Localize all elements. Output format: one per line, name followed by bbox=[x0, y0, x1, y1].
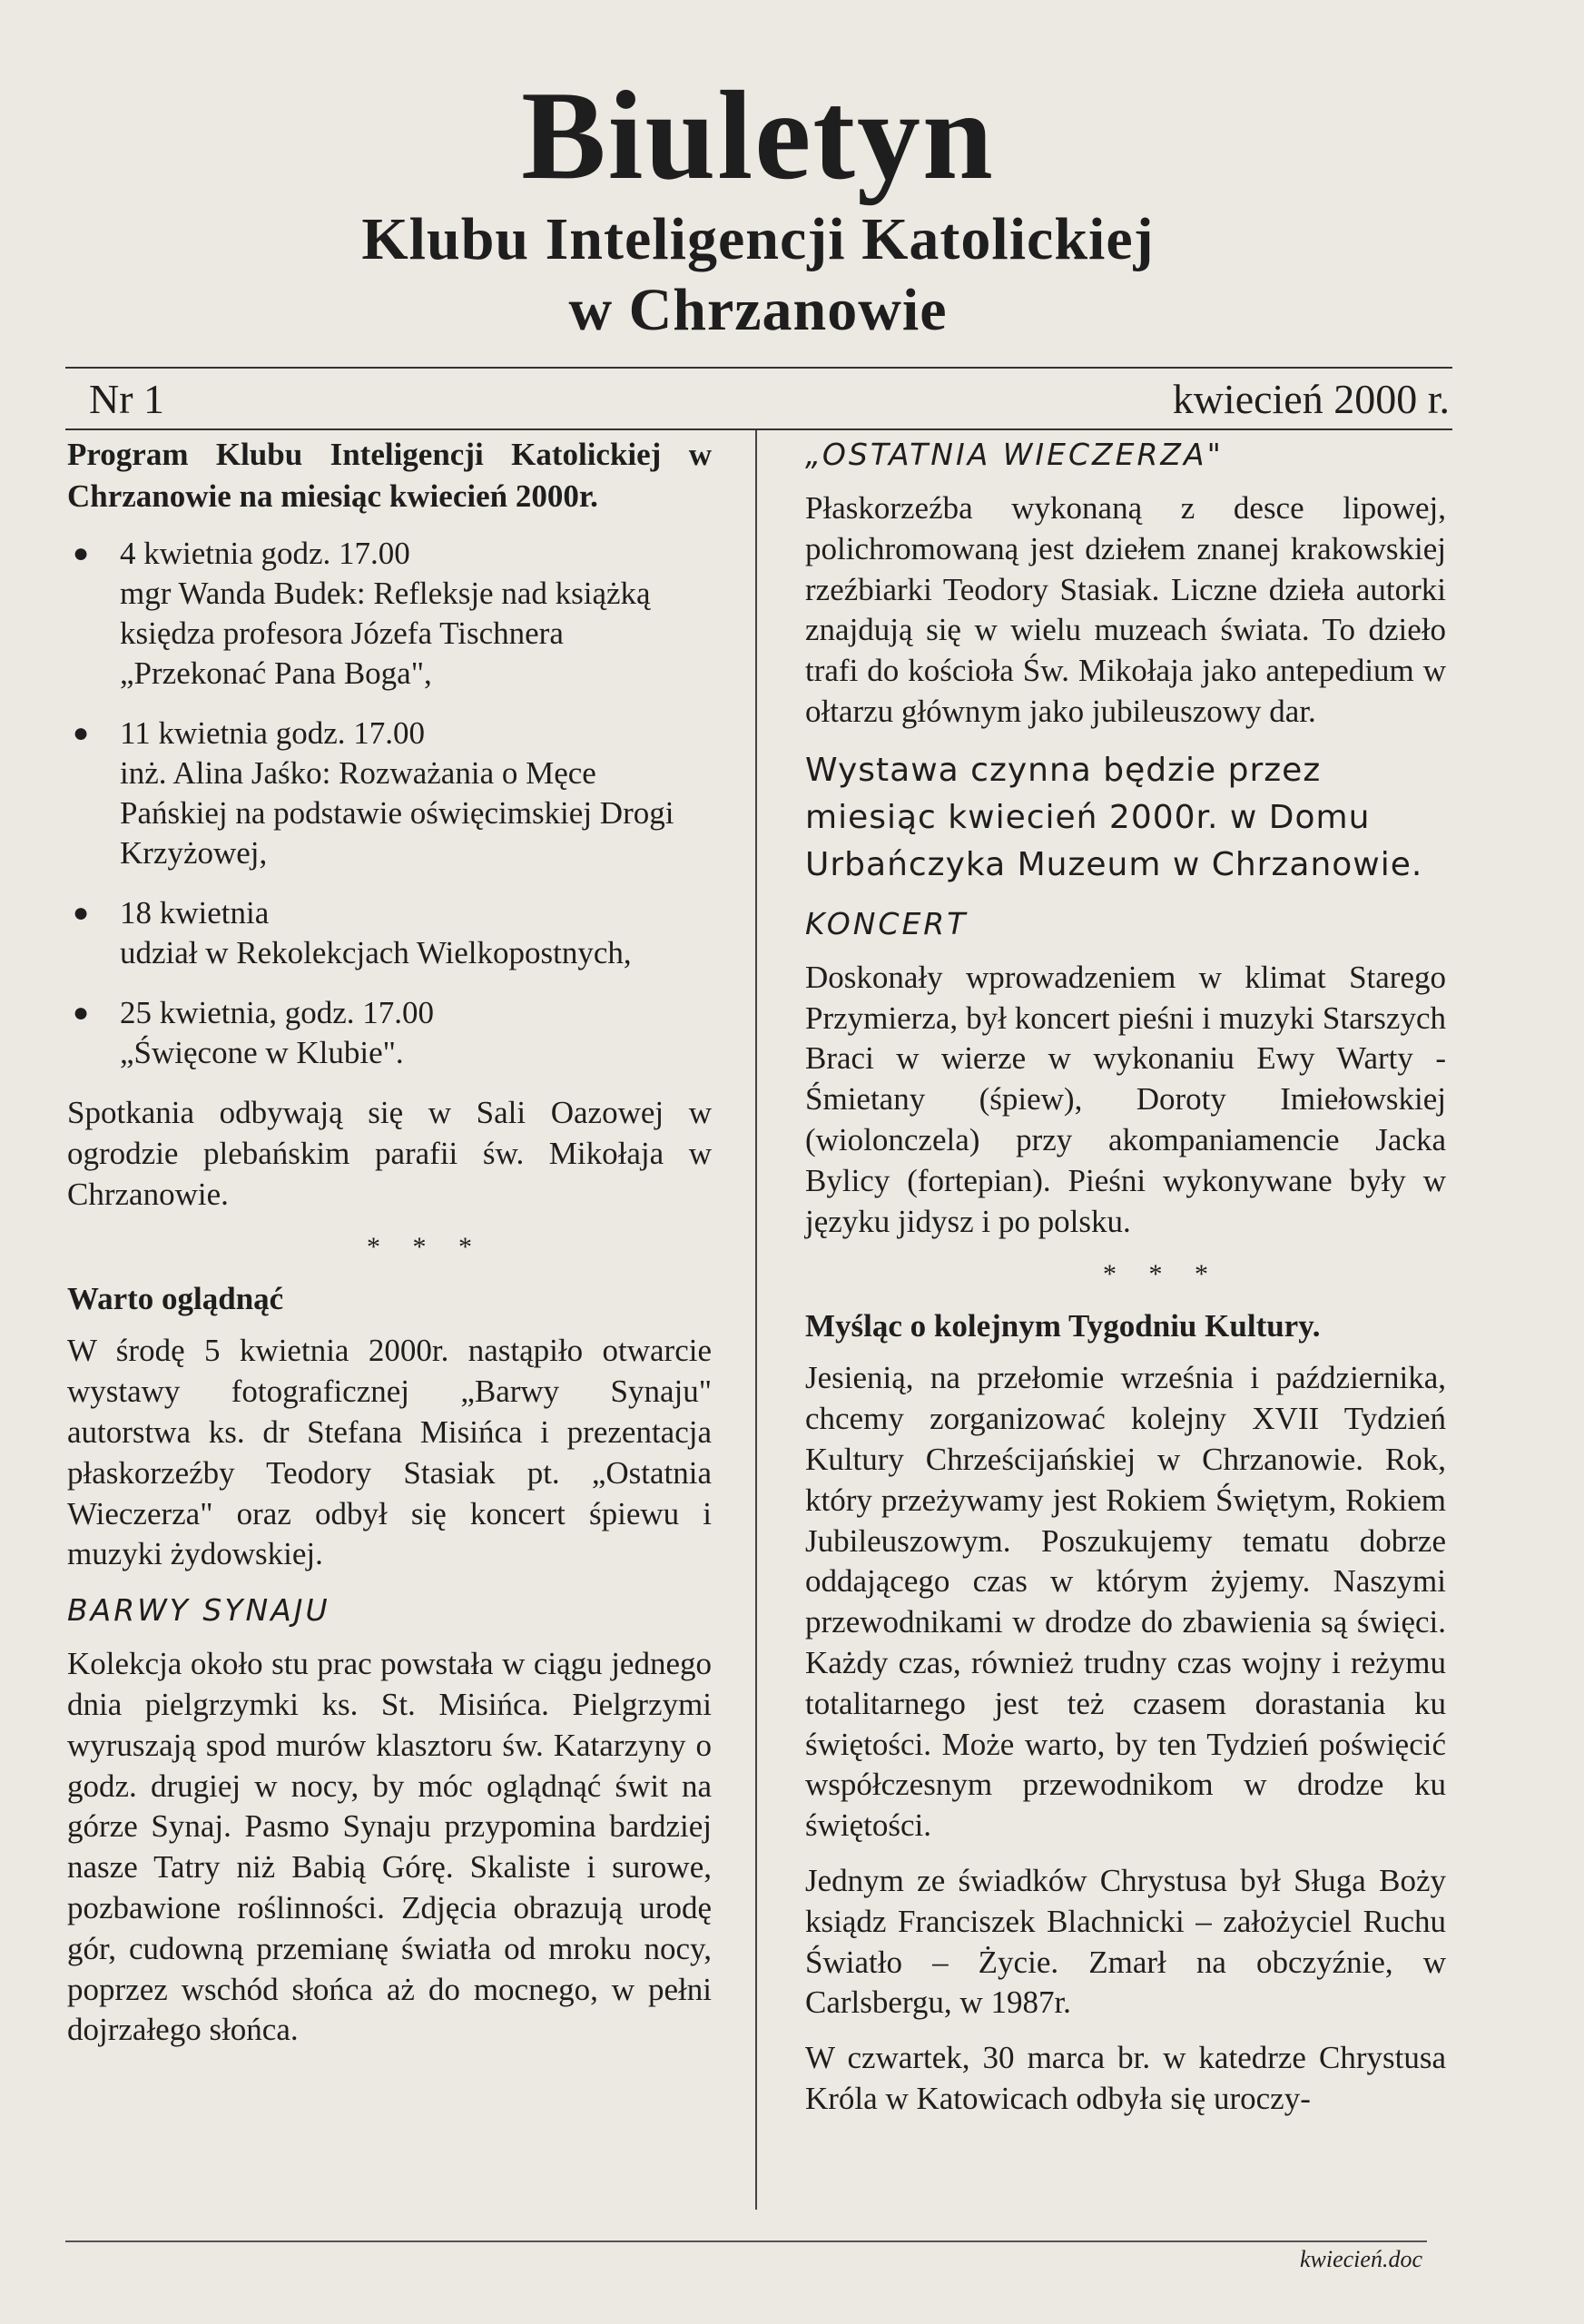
wieczerza-text: Płaskorzeźba wykonaną z desce lipowej, polichromowaną jest dziełem znanej krakowskiej rzeźbiarki Teodory Stasiak. Liczne dzieła autorki znajdują się w wielu muzeach świata. To dzieło trafi do kościoła Św. Mikołaja jako antepedium w ołtarzu głównym jako jubileuszowy dar. bbox=[805, 490, 1446, 729]
masthead-subtitle: Klubu Inteligencji Katolickiej bbox=[361, 206, 1155, 272]
masthead-rule bbox=[65, 367, 1452, 369]
tydzien-text: Jesienią, na przełomie września i października, chcemy zorganizować kolejny XVII Tydzień Kultury Chrześcijańskiej w Chrzanowie. Rok, który przeżywamy jest Rokiem Świętym, Rokiem Jubileuszowym. Poszukujemy tematu dobrze oddającego czas w którym żyjemy. Naszymi przewodnikami w drodze do zbawienia są święci. Każdy czas, również trudny czas wojny i reżymu totalitarnego jest też czasem dorastania ku świętości. Może warto, by ten Tydzień poświęcić współczesnym przewodnikom w drodze ku świętości. bbox=[805, 1360, 1446, 1844]
left-column bbox=[67, 434, 712, 2065]
koncert-heading: KONCERT bbox=[805, 905, 969, 941]
footer-filename: kwiecień.doc bbox=[1300, 2246, 1422, 2272]
masthead bbox=[0, 65, 1516, 346]
barwy-heading: BARWY SYNAJU bbox=[67, 1592, 330, 1629]
warto-text: W środę 5 kwietnia 2000r. nastąpiło otwarcie wystawy fotograficznej „Barwy Synaju" autorstwa ks. dr Stefana Misińca i prezentacja płaskorzeźby Teodory Stasiak pt. „Ostatnia Wieczerza" oraz odbył się koncert śpiewu i muzyki żydowskiej. bbox=[67, 1333, 712, 1572]
program-item-desc: inż. Alina Jaśko: Rozważania o Męce Pańskiej na podstawie oświęcimskiej Drogi Krzyżowej, bbox=[120, 755, 674, 871]
koncert-text: Doskonały wprowadzeniem w klimat Starego Przymierza, był koncert pieśni i muzyki Starszych Braci w wierze w wykonaniu Ewy Warty - Śmietany (śpiew), Doroty Imiełowskiej (wiolonczela) przy akompaniamencie Jacka Bylicy (fortepian). Pieśni wykonywane były w języku jidysz i po polsku. bbox=[805, 959, 1446, 1239]
barwy-text: Kolekcja około stu prac powstała w ciągu jednego dnia pielgrzymki ks. St. Misińca. Pielgrzymi wyruszają spod murów klasztoru św. Katarzyny o godz. drugiej w nocy, by móc oglądnąć świt na górze Synaj. Pasmo Synaju przypomina bardziej nasze Tatry niż Babią Górę. Skaliste i surowe, pozbawione roślinności. Zdjęcia obrazują urodę gór, cudowną przemianę światła od mroku nocy, poprzez wschód słońca aż do mocnego, w pełni dojrzałego słońca. bbox=[67, 1646, 712, 2048]
masthead-title: Biuletyn bbox=[521, 65, 995, 206]
footer-rule bbox=[65, 2240, 1427, 2242]
wieczerza-heading: „OSTATNIA WIECZERZA" bbox=[805, 437, 1224, 472]
program-list bbox=[67, 534, 712, 1073]
right-column bbox=[805, 434, 1446, 2129]
issue-rule bbox=[65, 428, 1452, 430]
program-item bbox=[67, 993, 712, 1073]
column-divider bbox=[755, 430, 757, 2210]
program-item-desc: udział w Rekolekcjach Wielkopostnych, bbox=[120, 935, 632, 970]
program-item bbox=[67, 893, 712, 973]
bullet-icon: ● bbox=[73, 998, 90, 1028]
masthead-city: w Chrzanowie bbox=[568, 277, 948, 343]
program-item bbox=[67, 714, 712, 873]
bullet-icon: ● bbox=[73, 538, 90, 568]
program-item-desc: „Święcone w Klubie". bbox=[120, 1035, 404, 1070]
katedra-text: W czwartek, 30 marca br. w katedrze Chrystusa Króla w Katowicach odbyła się uroczy- bbox=[805, 2040, 1446, 2116]
blachnicki-text: Jednym ze świadków Chrystusa był Sługa Boży ksiądz Franciszek Blachnicki – założyciel Ruchu Światło – Życie. Zmarł na obczyźnie, w Carlsbergu, w 1987r. bbox=[805, 1862, 1446, 2021]
program-item-desc: mgr Wanda Budek: Refleksje nad książką księdza profesora Józefa Tischnera „Przekonać Pana Boga", bbox=[120, 576, 651, 691]
section-separator: * * * bbox=[1103, 1259, 1221, 1290]
program-item-date: 18 kwietnia bbox=[120, 895, 270, 931]
bullet-icon: ● bbox=[73, 718, 90, 748]
bullet-icon: ● bbox=[73, 898, 90, 928]
issue-number: Nr 1 bbox=[89, 376, 165, 422]
meetings-note: Spotkania odbywają się w Sali Oazowej w ogrodzie plebańskim parafii św. Mikołaja w Chrzanowie. bbox=[67, 1095, 712, 1212]
warto-heading: Warto oglądnąć bbox=[67, 1281, 284, 1317]
program-heading: Program Klubu Inteligencji Katolickiej w Chrzanowie na miesiąc kwiecień 2000r. bbox=[67, 437, 712, 514]
section-separator: * * * bbox=[367, 1232, 485, 1263]
exhibition-note: Wystawa czynna będzie przez miesiąc kwiecień 2000r. w Domu Urbańczyka Muzeum w Chrzanowie. bbox=[805, 751, 1423, 883]
tydzien-heading: Myśląc o kolejnym Tygodniu Kultury. bbox=[805, 1308, 1321, 1344]
program-item bbox=[67, 534, 712, 694]
program-item-date: 4 kwietnia godz. 17.00 bbox=[120, 536, 410, 571]
issue-date: kwiecień 2000 r. bbox=[1172, 376, 1450, 422]
program-item-date: 25 kwietnia, godz. 17.00 bbox=[120, 995, 435, 1030]
program-item-date: 11 kwietnia godz. 17.00 bbox=[120, 715, 426, 751]
